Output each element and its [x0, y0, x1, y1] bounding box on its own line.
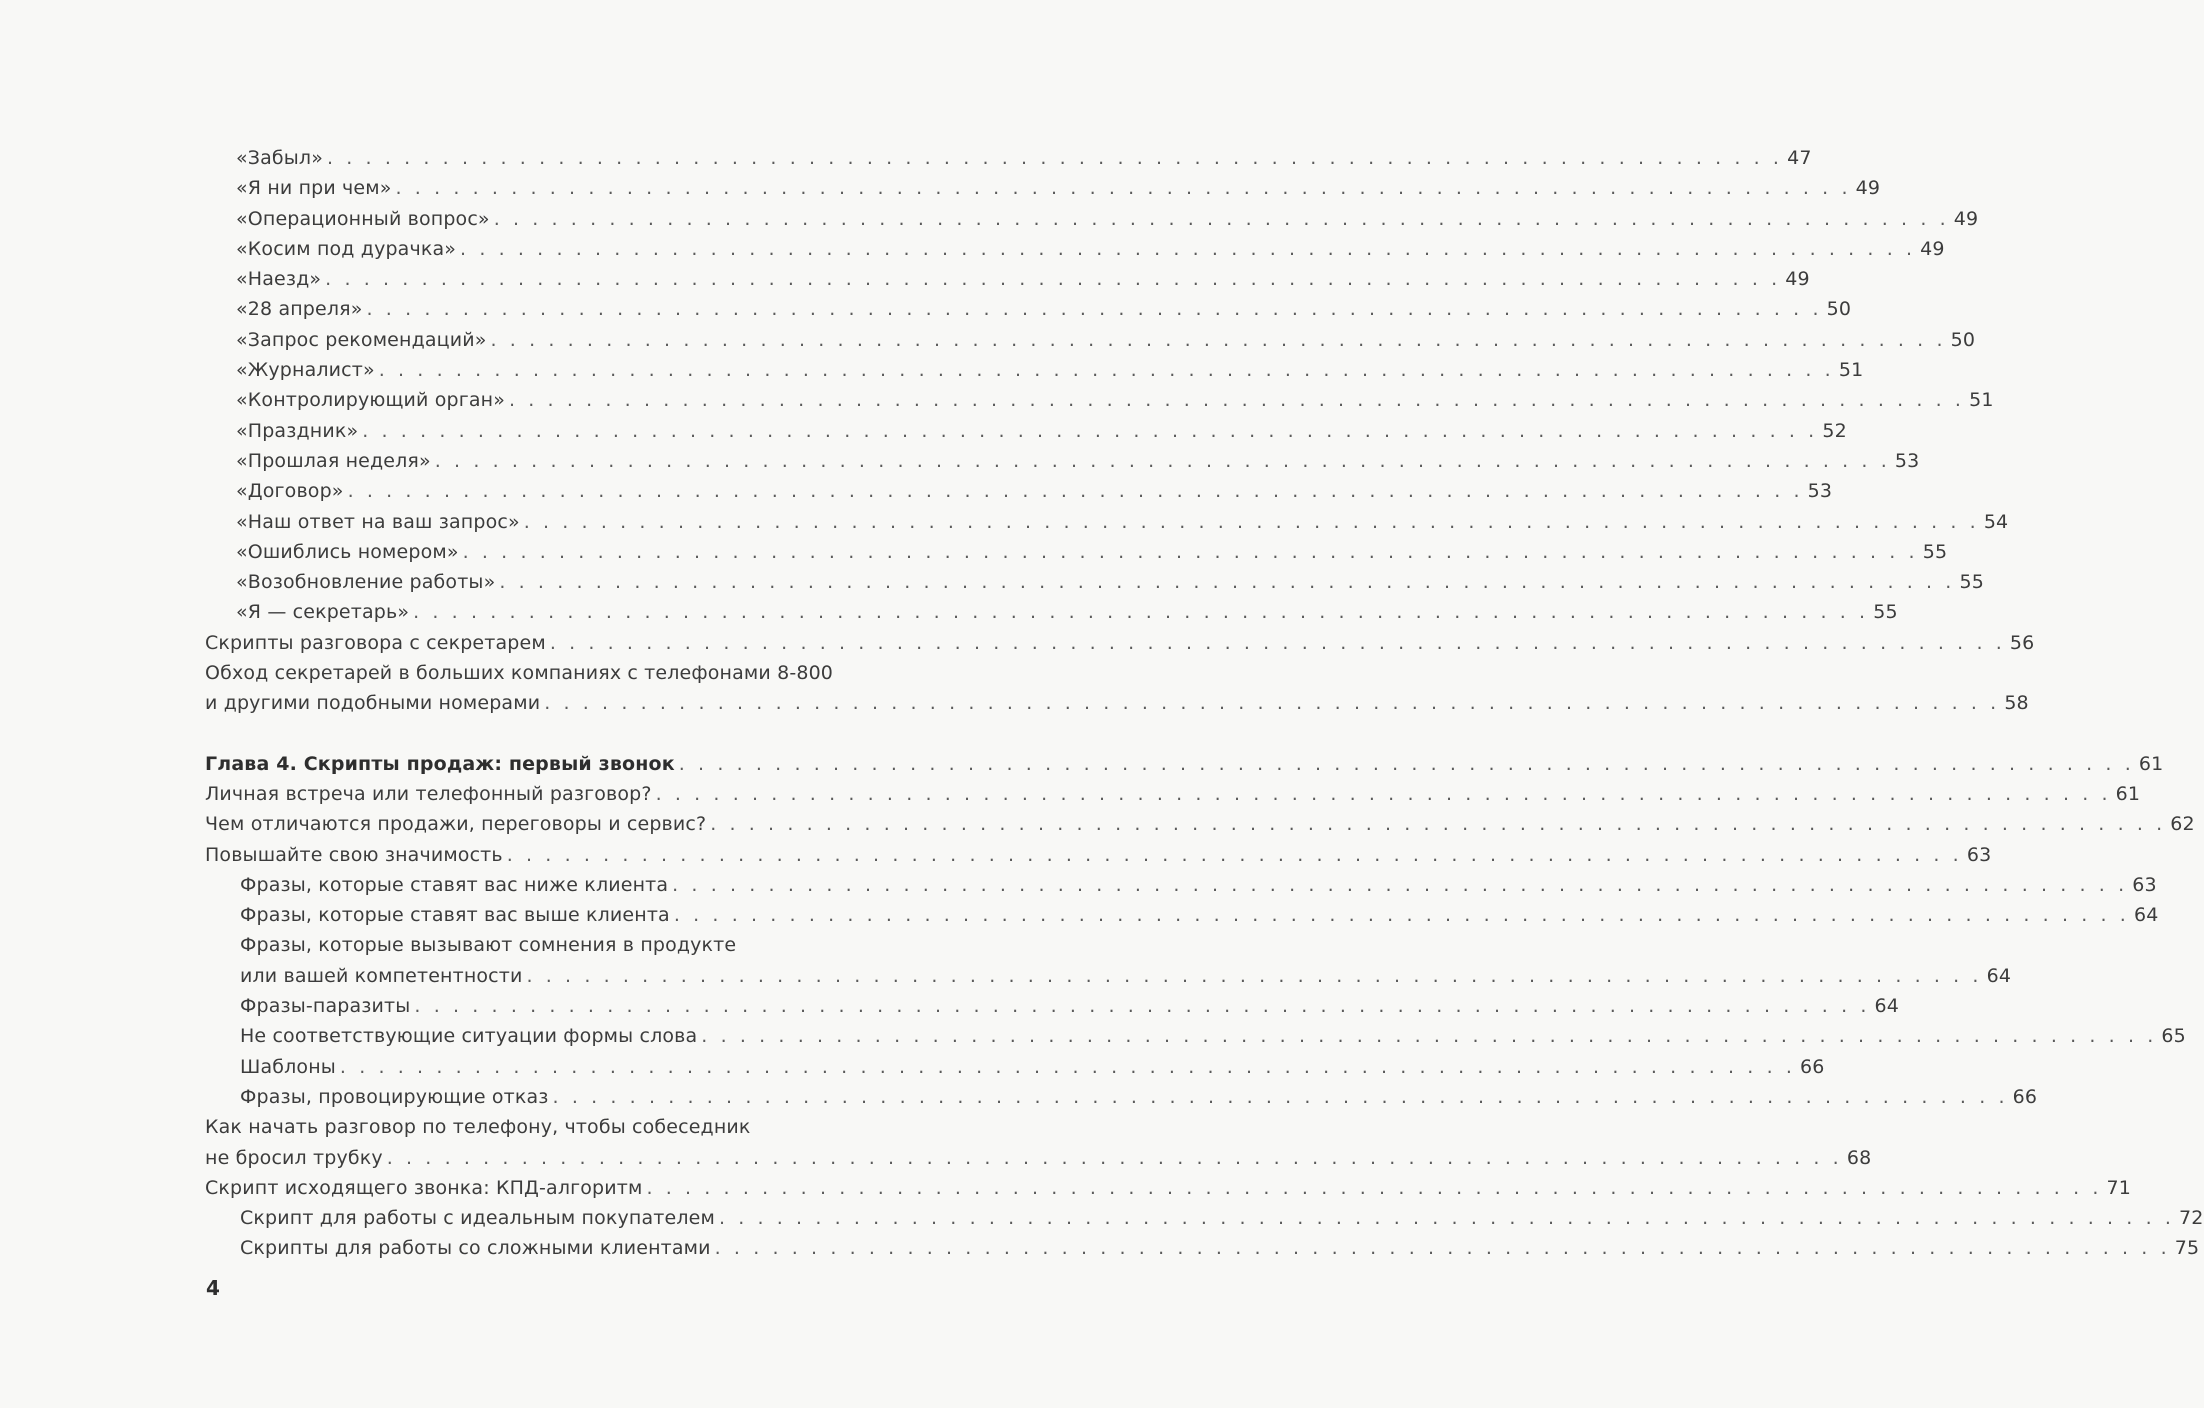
toc-entry	[0, 1082, 2038, 1112]
toc-entry	[0, 870, 2157, 900]
toc-entry-page: 47	[1787, 147, 1812, 169]
toc-entry-first-line: Фразы, которые вызывают сомнения в продукте	[240, 934, 737, 957]
toc-entry-title: Шаблоны	[240, 1055, 336, 1078]
leader-dots: . . . . . . . . . . . . . . . . . . . . . . . . . . . . . . . . . . . . . . . . . . . . . . . . . . . . . . . . . . . . . . . . . . . . . . . . . . . .	[366, 298, 1823, 321]
leader-dots: . . . . . . . . . . . . . . . . . . . . . . . . . . . . . . . . . . . . . . . . . . . . . . . . . . . . . . . . . . . . . . . . . . . . . . . . . . . .	[462, 540, 1919, 563]
page-number: 4	[206, 1276, 220, 1300]
leader-dots: . . . . . . . . . . . . . . . . . . . . . . . . . . . . . . . . . . . . . . . . . . . . . . . . . . . . . . . . . . . . . . . . . . . . . . . . . . . .	[460, 237, 1916, 260]
leader-dots: . . . . . . . . . . . . . . . . . . . . . . . . . . . . . . . . . . . . . . . . . . . . . . . . . . . . . . . . . . . . . . . . . . . . . . . . . . . .	[678, 752, 2135, 775]
toc-entry-title: «Прошлая неделя»	[236, 449, 431, 472]
leader-dots: . . . . . . . . . . . . . . . . . . . . . . . . . . . . . . . . . . . . . . . . . . . . . . . . . . . . . . . . . . . . . . . . . . . . . . . . . . . .	[655, 782, 2112, 805]
toc-chapter-heading	[0, 749, 2164, 779]
toc-entry-title: «Забыл»	[236, 147, 323, 169]
table-of-contents	[0, 143, 2204, 1264]
toc-entry-title: Скрипты для работы со сложными клиентами	[240, 1237, 711, 1260]
leader-dots: . . . . . . . . . . . . . . . . . . . . . . . . . . . . . . . . . . . . . . . . . . . . . . . . . . . . . . . . . . . . . . . . . . . . . . . . . . . .	[673, 904, 2130, 927]
toc-entry-page: 53	[1894, 449, 1920, 472]
leader-dots: . . . . . . . . . . . . . . . . . . . . . . . . . . . . . . . . . . . . . . . . . . . . . . . . . . . . . . . . . . . . . . . . . . . . . . . . . . . .	[325, 268, 1781, 291]
toc-entry	[0, 204, 1979, 234]
toc-entry-page: 64	[2133, 904, 2159, 927]
leader-dots: . . . . . . . . . . . . . . . . . . . . . . . . . . . . . . . . . . . . . . . . . . . . . . . . . . . . . . . . . . . . . . . . . . . . . . . . . . . .	[701, 1025, 2157, 1048]
toc-entry-title: Скрипт исходящего звонка: КПД-алгоритм	[205, 1176, 643, 1199]
toc-entry	[0, 173, 1881, 203]
leader-dots: . . . . . . . . . . . . . . . . . . . . . . . . . . . . . . . . . . . . . . . . . . . . . . . . . . . . . . . . . . . . . . . . . . . . . . . . . . . .	[499, 571, 1955, 594]
toc-entry-page: 63	[1966, 843, 1992, 866]
toc-entry-page: 66	[1800, 1055, 1825, 1078]
leader-dots: . . . . . . . . . . . . . . . . . . . . . . . . . . . . . . . . . . . . . . . . . . . . . . . . . . . . . . . . . . . . . . . . . . . . . . . . . . . .	[386, 1146, 1843, 1169]
toc-entry-title: «Ошиблись номером»	[236, 540, 459, 563]
toc-entry	[0, 900, 2159, 930]
toc-entry-title: Скрипты разговора с секретарем	[205, 631, 546, 654]
toc-entry	[0, 325, 1976, 355]
toc-entry-page: 51	[1838, 359, 1864, 382]
toc-entry-page: 66	[2012, 1085, 2038, 1108]
toc-entry-page: 51	[1969, 389, 1994, 412]
toc-entry-page: 55	[1959, 571, 1984, 594]
toc-entry	[0, 537, 1948, 567]
toc-entry	[0, 597, 1898, 627]
toc-entry-title: «Я ни при чем»	[236, 177, 392, 200]
toc-entry-title: Фразы, которые ставят вас выше клиента	[240, 904, 670, 927]
toc-entry-page: 75	[2174, 1237, 2200, 1260]
toc-entry-page: 63	[2132, 873, 2157, 896]
toc-entry	[0, 234, 1945, 264]
toc-entry-page: 62	[2170, 813, 2195, 836]
toc-entry-title: или вашей компетентности	[240, 964, 523, 987]
toc-entry-page: 50	[1950, 328, 1976, 351]
toc-entry-page: 56	[2009, 631, 2035, 654]
toc-entry	[0, 264, 1810, 294]
leader-dots: . . . . . . . . . . . . . . . . . . . . . . . . . . . . . . . . . . . . . . . . . . . . . . . . . . . . . . . . . . . . . . . . . . . . . . . . . . . .	[490, 328, 1947, 351]
toc-entry	[0, 991, 1899, 1021]
toc-entry-page: 49	[1855, 177, 1881, 200]
toc-entry-title: «Праздник»	[236, 419, 359, 442]
toc-entry-title: «Я — секретарь»	[236, 601, 410, 624]
leader-dots: . . . . . . . . . . . . . . . . . . . . . . . . . . . . . . . . . . . . . . . . . . . . . . . . . . . . . . . . . . . . . . . . . . . . . . . . . . . .	[395, 177, 1852, 200]
toc-entry-title: Повышайте свою значимость	[205, 843, 503, 866]
toc-entry-title: «Операционный вопрос»	[236, 207, 490, 230]
toc-entry-title: «Наезд»	[236, 268, 322, 291]
toc-entry-title: Фразы-паразиты	[240, 995, 411, 1018]
toc-entry-title: Фразы, которые ставят вас ниже клиента	[240, 873, 669, 896]
toc-entry-title: Чем отличаются продажи, переговоры и сервис?	[205, 813, 707, 836]
toc-entry	[0, 628, 2035, 658]
leader-dots: . . . . . . . . . . . . . . . . . . . . . . . . . . . . . . . . . . . . . . . . . . . . . . . . . . . . . . . . . . . . . . . . . . . . . . . . . . . .	[493, 207, 1950, 230]
toc-entry	[0, 567, 1984, 597]
toc-entry-title: не бросил трубку	[205, 1146, 383, 1169]
toc-entry-page: 58	[2004, 692, 2029, 715]
toc-entry-page: 53	[1807, 480, 1833, 503]
toc-entry	[0, 1021, 2186, 1051]
toc-entry	[0, 840, 1992, 870]
leader-dots: . . . . . . . . . . . . . . . . . . . . . . . . . . . . . . . . . . . . . . . . . . . . . . . . . . . . . . . . . . . . . . . . . . . . . . . . . . . .	[549, 631, 2006, 654]
toc-entry-page: 55	[1873, 601, 1898, 624]
toc-entry-title: «Наш ответ на ваш запрос»	[236, 510, 520, 533]
leader-dots: . . . . . . . . . . . . . . . . . . . . . . . . . . . . . . . . . . . . . . . . . . . . . . . . . . . . . . . . . . . . . . . . . . . . . . . . . . . .	[710, 813, 2166, 836]
toc-entry	[0, 961, 2012, 991]
toc-entry-page: 49	[1953, 207, 1979, 230]
toc-entry-page: 61	[2138, 752, 2164, 775]
leader-dots: . . . . . . . . . . . . . . . . . . . . . . . . . . . . . . . . . . . . . . . . . . . . . . . . . . . . . . . . . . . . . . . . . . . . . . . . . . . .	[339, 1055, 1796, 1078]
toc-entry-title: Скрипт для работы с идеальным покупателем	[240, 1207, 715, 1230]
leader-dots: . . . . . . . . . . . . . . . . . . . . . . . . . . . . . . . . . . . . . . . . . . . . . . . . . . . . . . . . . . . . . . . . . . . . . . . . . . . .	[526, 964, 1983, 987]
toc-entry-page: 65	[2161, 1025, 2186, 1048]
toc-entry	[0, 476, 1833, 506]
leader-dots: . . . . . . . . . . . . . . . . . . . . . . . . . . . . . . . . . . . . . . . . . . . . . . . . . . . . . . . . . . . . . . . . . . . . . . . . . . . .	[414, 995, 1870, 1018]
toc-entry-page: 64	[1986, 964, 2012, 987]
leader-dots: . . . . . . . . . . . . . . . . . . . . . . . . . . . . . . . . . . . . . . . . . . . . . . . . . . . . . . . . . . . . . . . . . . . . . . . . . . . .	[646, 1176, 2103, 1199]
leader-dots: . . . . . . . . . . . . . . . . . . . . . . . . . . . . . . . . . . . . . . . . . . . . . . . . . . . . . . . . . . . . . . . . . . . . . . . . . . . .	[718, 1207, 2175, 1230]
toc-entry-page: 49	[1785, 268, 1810, 291]
toc-entry	[0, 1233, 2200, 1263]
toc-entry-title: «28 апреля»	[236, 298, 363, 321]
leader-dots: . . . . . . . . . . . . . . . . . . . . . . . . . . . . . . . . . . . . . . . . . . . . . . . . . . . . . . . . . . . . . . . . . . . . . . . . . . . .	[327, 147, 1783, 169]
leader-dots: . . . . . . . . . . . . . . . . . . . . . . . . . . . . . . . . . . . . . . . . . . . . . . . . . . . . . . . . . . . . . . . . . . . . . . . . . . . .	[347, 480, 1804, 503]
toc-entry	[0, 779, 2141, 809]
leader-dots: . . . . . . . . . . . . . . . . . . . . . . . . . . . . . . . . . . . . . . . . . . . . . . . . . . . . . . . . . . . . . . . . . . . . . . . . . . . .	[413, 601, 1869, 624]
leader-dots: . . . . . . . . . . . . . . . . . . . . . . . . . . . . . . . . . . . . . . . . . . . . . . . . . . . . . . . . . . . . . . . . . . . . . . . . . . . .	[714, 1237, 2171, 1260]
toc-entry-page: 71	[2106, 1176, 2132, 1199]
toc-entry-title: Не соответствующие ситуации формы слова	[240, 1025, 698, 1048]
toc-entry-page: 61	[2115, 782, 2141, 805]
toc-entry	[0, 446, 1920, 476]
toc-entry	[0, 809, 2195, 839]
toc-entry	[0, 385, 1994, 415]
toc-entry-title: Личная встреча или телефонный разговор?	[205, 782, 652, 805]
toc-entry	[0, 688, 2029, 718]
toc-entry	[0, 416, 1847, 446]
toc-entry-title: «Возобновление работы»	[236, 571, 496, 594]
toc-entry-title: «Запрос рекомендаций»	[236, 328, 487, 351]
toc-entry	[0, 1203, 2204, 1233]
toc-entry	[0, 507, 2009, 537]
toc-entry	[0, 294, 1852, 324]
leader-dots: . . . . . . . . . . . . . . . . . . . . . . . . . . . . . . . . . . . . . . . . . . . . . . . . . . . . . . . . . . . . . . . . . . . . . . . . . . . .	[362, 419, 1818, 442]
toc-chapter-title: Глава 4. Скрипты продаж: первый звонок	[205, 752, 675, 775]
toc-entry-title: и другими подобными номерами	[205, 692, 541, 715]
leader-dots: . . . . . . . . . . . . . . . . . . . . . . . . . . . . . . . . . . . . . . . . . . . . . . . . . . . . . . . . . . . . . . . . . . . . . . . . . . . .	[523, 510, 1980, 533]
leader-dots: . . . . . . . . . . . . . . . . . . . . . . . . . . . . . . . . . . . . . . . . . . . . . . . . . . . . . . . . . . . . . . . . . . . . . . . . . . . .	[509, 389, 1965, 412]
toc-entry-title: «Журналист»	[236, 359, 375, 382]
section-gap	[0, 719, 1000, 749]
toc-entry-page: 64	[1874, 995, 1899, 1018]
leader-dots: . . . . . . . . . . . . . . . . . . . . . . . . . . . . . . . . . . . . . . . . . . . . . . . . . . . . . . . . . . . . . . . . . . . . . . . . . . . .	[552, 1085, 2009, 1108]
toc-entry-page: 54	[1983, 510, 2009, 533]
toc-entry-page: 49	[1920, 237, 1945, 260]
toc-entry-page: 68	[1846, 1146, 1872, 1169]
toc-entry-page: 55	[1922, 540, 1948, 563]
toc-entry-page: 52	[1822, 419, 1847, 442]
toc-entry	[0, 1143, 1872, 1173]
toc-entry	[0, 143, 1812, 173]
toc-entry	[0, 1173, 2132, 1203]
leader-dots: . . . . . . . . . . . . . . . . . . . . . . . . . . . . . . . . . . . . . . . . . . . . . . . . . . . . . . . . . . . . . . . . . . . . . . . . . . . .	[434, 449, 1891, 472]
toc-entry-page: 50	[1826, 298, 1852, 321]
toc-entry-title: «Косим под дурачка»	[236, 237, 457, 260]
leader-dots: . . . . . . . . . . . . . . . . . . . . . . . . . . . . . . . . . . . . . . . . . . . . . . . . . . . . . . . . . . . . . . . . . . . . . . . . . . . .	[378, 359, 1835, 382]
toc-entry	[0, 1052, 1825, 1082]
toc-entry-first-line: Обход секретарей в больших компаниях с телефонами 8-800	[205, 662, 834, 685]
toc-entry-title: «Контролирующий орган»	[236, 389, 505, 412]
leader-dots: . . . . . . . . . . . . . . . . . . . . . . . . . . . . . . . . . . . . . . . . . . . . . . . . . . . . . . . . . . . . . . . . . . . . . . . . . . . .	[672, 873, 2128, 896]
toc-entry-first-line: Как начать разговор по телефону, чтобы собеседник	[205, 1116, 751, 1139]
toc-entry-title: «Договор»	[236, 480, 344, 503]
leader-dots: . . . . . . . . . . . . . . . . . . . . . . . . . . . . . . . . . . . . . . . . . . . . . . . . . . . . . . . . . . . . . . . . . . . . . . . . . . . .	[544, 692, 2000, 715]
leader-dots: . . . . . . . . . . . . . . . . . . . . . . . . . . . . . . . . . . . . . . . . . . . . . . . . . . . . . . . . . . . . . . . . . . . . . . . . . . . .	[506, 843, 1963, 866]
toc-entry-title: Фразы, провоцирующие отказ	[240, 1085, 549, 1108]
toc-entry-page: 72	[2179, 1207, 2204, 1230]
toc-entry	[0, 355, 1864, 385]
